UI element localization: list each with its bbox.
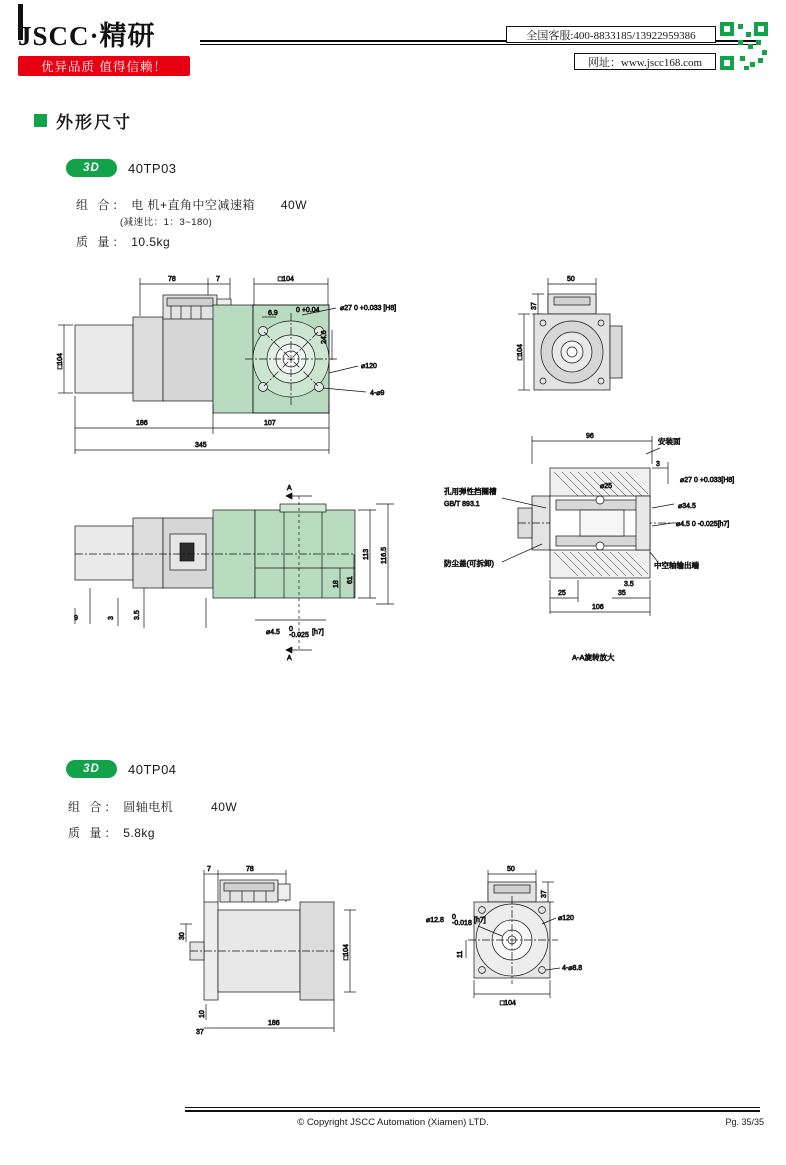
svg-text:⌀120: ⌀120 bbox=[558, 915, 574, 922]
svg-text:⌀27 0 +0.033[H8]: ⌀27 0 +0.033[H8] bbox=[680, 477, 735, 484]
svg-text:78: 78 bbox=[246, 866, 254, 873]
svg-text:50: 50 bbox=[567, 276, 575, 283]
svg-text:78: 78 bbox=[168, 276, 176, 283]
svg-text:61: 61 bbox=[347, 576, 354, 584]
logo bbox=[18, 14, 198, 51]
svg-text:中空轴输出端: 中空轴输出端 bbox=[654, 561, 699, 570]
logo-text: JSCC·精研 bbox=[18, 21, 156, 51]
svg-text:A-A旋转放大: A-A旋转放大 bbox=[572, 653, 615, 662]
page-number: Pg. 35/35 bbox=[725, 1117, 764, 1127]
svg-text:37: 37 bbox=[531, 302, 538, 310]
combo-power-2: 40W bbox=[211, 800, 238, 814]
svg-text:11: 11 bbox=[457, 950, 464, 958]
svg-text:6.9: 6.9 bbox=[268, 310, 278, 317]
svg-text:A: A bbox=[287, 485, 292, 492]
svg-text:35: 35 bbox=[618, 590, 626, 597]
footer-divider-2 bbox=[185, 1110, 760, 1112]
svg-text:25: 25 bbox=[558, 590, 566, 597]
customer-service-phone: 全国客服:400-8833185/13922959386 bbox=[506, 26, 716, 43]
svg-text:0: 0 bbox=[289, 626, 293, 633]
svg-text:4-⌀8.8: 4-⌀8.8 bbox=[562, 965, 583, 972]
svg-text:⌀34.5: ⌀34.5 bbox=[678, 503, 696, 510]
svg-text:3: 3 bbox=[108, 616, 115, 620]
svg-text:4-⌀9: 4-⌀9 bbox=[370, 390, 385, 397]
svg-text:⌀27 0 +0.033 [H8]: ⌀27 0 +0.033 [H8] bbox=[340, 305, 397, 312]
combo-label-2: 组 合： bbox=[68, 800, 120, 814]
svg-text:⌀25: ⌀25 bbox=[600, 483, 613, 490]
svg-text:107: 107 bbox=[264, 420, 276, 427]
svg-text:113: 113 bbox=[363, 548, 370, 560]
qr-code-icon bbox=[720, 22, 768, 70]
svg-text:7: 7 bbox=[207, 866, 211, 873]
technical-drawing-40TP04 bbox=[150, 862, 670, 1057]
badge-3d: 3D bbox=[66, 159, 117, 177]
svg-text:3: 3 bbox=[656, 461, 660, 468]
svg-text:安装面: 安装面 bbox=[658, 437, 681, 446]
svg-text:GB/T 893.1: GB/T 893.1 bbox=[444, 501, 480, 508]
model-header-40TP03 bbox=[66, 159, 177, 177]
svg-text:[h7]: [h7] bbox=[312, 629, 324, 636]
svg-text:孔用弹性挡圈槽: 孔用弹性挡圈槽 bbox=[444, 487, 497, 496]
svg-text:□104: □104 bbox=[57, 353, 64, 369]
svg-text:30: 30 bbox=[179, 932, 186, 940]
model-name-label: 40TP03 bbox=[128, 160, 177, 176]
model-spec-40TP04 bbox=[68, 798, 237, 842]
technical-drawing-40TP03 bbox=[40, 268, 746, 703]
badge-3d-2: 3D bbox=[66, 760, 117, 778]
combo-value: 电 机+直角中空减速箱 bbox=[131, 198, 256, 212]
svg-text:37: 37 bbox=[196, 1029, 204, 1036]
svg-text:96: 96 bbox=[586, 433, 594, 440]
svg-text:3.5: 3.5 bbox=[624, 581, 634, 588]
header-divider-2 bbox=[200, 44, 760, 45]
mass-label: 质 量： bbox=[76, 235, 128, 249]
copyright-text: © Copyright JSCC Automation (Xiamen) LTD. bbox=[297, 1117, 489, 1128]
svg-text:□104: □104 bbox=[500, 1000, 516, 1007]
model-name-label-2: 40TP04 bbox=[128, 761, 177, 777]
combo-value-2: 圆轴电机 bbox=[123, 800, 174, 814]
svg-text:0: 0 bbox=[452, 914, 456, 921]
svg-text:50: 50 bbox=[507, 866, 515, 873]
svg-text:□104: □104 bbox=[517, 344, 524, 360]
svg-text:186: 186 bbox=[136, 420, 148, 427]
combo-label: 组 合： bbox=[76, 198, 128, 212]
mass-value: 10.5kg bbox=[131, 235, 171, 249]
mass-value-2: 5.8kg bbox=[123, 826, 156, 840]
model-spec-40TP03 bbox=[76, 196, 307, 251]
svg-text:0 +0.04: 0 +0.04 bbox=[296, 307, 320, 314]
svg-text:⌀4.5: ⌀4.5 bbox=[266, 629, 280, 636]
svg-text:9: 9 bbox=[74, 615, 78, 622]
section-title-label: 外形尺寸 bbox=[56, 113, 132, 132]
mass-label-2: 质 量： bbox=[68, 826, 120, 840]
logo-slogan: 优异品质 值得信赖！ bbox=[18, 56, 190, 76]
section-marker-icon bbox=[34, 114, 47, 127]
svg-text:-0.018: -0.018 bbox=[452, 920, 472, 927]
page-header bbox=[0, 0, 786, 88]
svg-text:□104: □104 bbox=[343, 944, 350, 960]
svg-text:[h7]: [h7] bbox=[474, 917, 486, 924]
svg-text:345: 345 bbox=[195, 442, 207, 449]
svg-text:106: 106 bbox=[592, 604, 604, 611]
svg-text:186: 186 bbox=[268, 1020, 280, 1027]
svg-text:-0.025: -0.025 bbox=[289, 632, 309, 639]
ratio-note: (减速比：1：3~180) bbox=[120, 217, 213, 228]
svg-text:□104: □104 bbox=[278, 276, 294, 283]
svg-text:防尘盖(可拆卸): 防尘盖(可拆卸) bbox=[444, 559, 494, 568]
svg-text:116.5: 116.5 bbox=[381, 547, 388, 564]
svg-text:7: 7 bbox=[216, 276, 220, 283]
svg-text:24.6: 24.6 bbox=[321, 330, 328, 344]
svg-text:⌀4.5 0 -0.025[h7]: ⌀4.5 0 -0.025[h7] bbox=[676, 521, 730, 528]
svg-text:3.5: 3.5 bbox=[134, 610, 141, 620]
svg-text:37: 37 bbox=[541, 890, 548, 898]
footer-divider bbox=[185, 1107, 760, 1108]
section-title bbox=[34, 108, 132, 133]
svg-text:18: 18 bbox=[333, 580, 340, 588]
svg-text:⌀120: ⌀120 bbox=[361, 363, 377, 370]
website-url: 网址：www.jscc168.com bbox=[574, 53, 716, 70]
svg-text:10: 10 bbox=[199, 1010, 206, 1018]
combo-power: 40W bbox=[280, 198, 308, 212]
svg-text:⌀12.8: ⌀12.8 bbox=[426, 917, 444, 924]
model-header-40TP04 bbox=[66, 760, 177, 778]
svg-text:A: A bbox=[287, 655, 292, 662]
